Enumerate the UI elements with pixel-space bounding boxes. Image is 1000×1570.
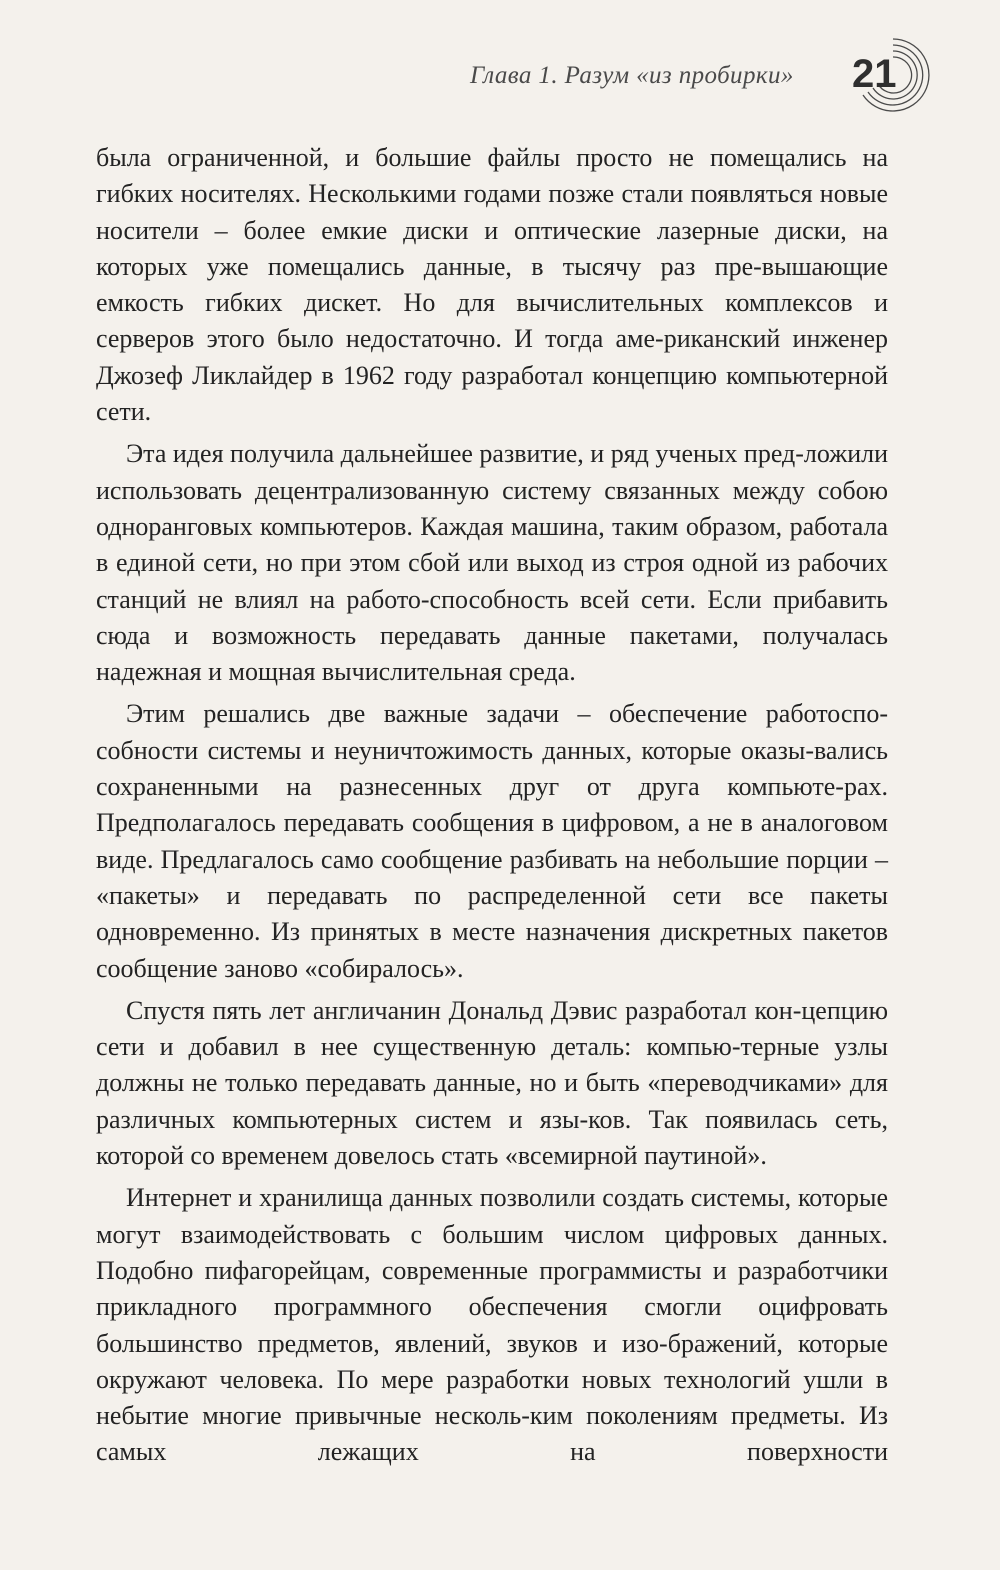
running-head: Глава 1. Разум «из пробирки» [470, 62, 794, 89]
paragraph: была ограниченной, и большие файлы просто не помещались на гибких носителях. Несколькими годами позже стали появляться новые носители – более емкие диски и оптические лазерные диски, на которых уже помещались данные, в тысячу раз пре-вышающие емкость гибких дискет. Но для вычислительных комплексов и серверов этого было недостаточно. И тогда аме-риканский инженер Джозеф Ликлайдер в 1962 году разработал концепцию компьютерной сети. [96, 143, 888, 427]
body-text [96, 140, 888, 1477]
paragraph: Интернет и хранилища данных позволили создать системы, которые могут взаимодействовать с большим числом цифровых данных. Подобно пифагорейцам, современные программисты и разработчики прикладного программного обеспечения смогли оцифровать большинство предметов, явлений, звуков и изо-бражений, которые окружают человека. По мере разработки новых технологий ушли в небытие многие привычные несколь-ким поколениям предметы. Из самых лежащих на поверхности [96, 1183, 888, 1467]
paragraph: Эта идея получила дальнейшее развитие, и ряд ученых пред-ложили использовать децентрализованную систему связанных между собою одноранговых компьютеров. Каждая машина, таким образом, работала в единой сети, но при этом сбой или выход из строя одной из рабочих станций не влиял на работо-способность всей сети. Если прибавить сюда и возможность передавать данные пакетами, получалась надежная и мощная вычислительная среда. [96, 439, 888, 687]
paragraph: Спустя пять лет англичанин Дональд Дэвис разработал кон-цепцию сети и добавил в нее существенную деталь: компью-терные узлы должны не только передавать данные, но и быть «переводчиками» для различных компьютерных систем и язы-ков. Так появилась сеть, которой со временем довелось стать «всемирной паутиной». [96, 995, 888, 1171]
paragraph: Этим решались две важные задачи – обеспечение работоспо-собности системы и неуничтожимость данных, которые оказы-вались сохраненными на разнесенных друг от друга компьюте-рах. Предполагалось передавать сообщения в цифровом, а не в аналоговом виде. Предлагалось само сообщение разбивать на небольшие порции – «пакеты» и передавать по распределенной сети все пакеты одновременно. Из принятых в месте назначения дискретных пакетов сообщение заново «собиралось». [96, 699, 888, 983]
page-number: 21 [852, 52, 897, 96]
